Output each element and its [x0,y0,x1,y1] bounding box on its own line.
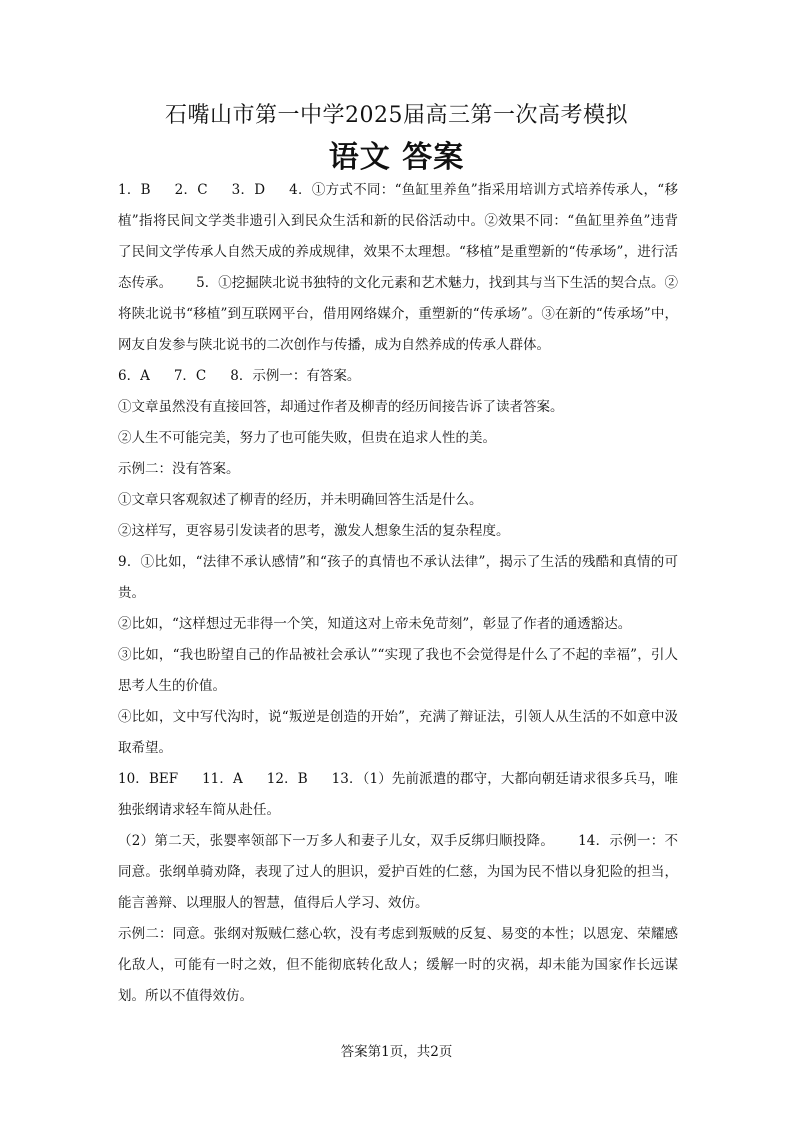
answer-paragraph: ③比如，“我也盼望自己的作品被社会承认”“实现了我也不会觉得是什么了不起的幸福”，引人思考人生的价值。 [118,647,678,694]
answer-3: 3．D [231,182,266,198]
answer-paragraph: ②这样写，更容易引发读者的思考，激发人想象生活的复杂程度。 [118,523,510,539]
answer-1: 1．B [118,182,151,198]
answer-paragraph: ②人生不可能完美，努力了也可能失败，但贵在追求人性的美。 [118,430,496,446]
page-title: 石嘴山市第一中学2025届高三第一次高考模拟 [165,103,628,128]
answer-paragraph: 示例二：同意。张纲对叛贼仁慈心软，没有考虑到叛贼的反复、易变的本性；以恩宠、荣耀感化敌人，可能有一时之效，但不能彻底转化敌人；缓解一时的灾祸，却未能为国家作长远谋划。所以不值得效仿。 [118,926,678,1004]
answer-13: 13．（1）先前派遣的郡守，大都向朝廷请求很多兵马，唯独张纲请求轻车简从赴任。 [118,771,678,818]
answer-7: 7．C [173,368,207,384]
page-subtitle: 语文 答案 [328,140,465,175]
answer-paragraph: 9．①比如，“法律不承认感情”和“孩子的真情也不承认法律”，揭示了生活的残酷和真情的可贵。 [118,554,678,601]
answer-paragraph: ①文章只客观叙述了柳青的经历，并未明确回答生活是什么。 [118,492,483,508]
answer-6: 6．A [118,368,150,384]
answer-paragraph: ④比如，文中写代沟时，说“叛逆是创造的开始”，充满了辩证法，引领人从生活的不如意中汲取希望。 [118,709,678,756]
answer-paragraph: ②比如，“这样想过无非得一个笑，知道这对上帝未免苛刻”，彰显了作者的通透豁达。 [118,616,632,632]
answer-13-part-2: （2）第二天，张婴率领部下一万多人和妻子儿女，双手反绑归顺投降。 [118,833,555,849]
answer-8: 8．示例一：有答案。 [230,368,361,384]
answer-4: 4．①方式不同：“鱼缸里养鱼”指采用培训方式培养传承人，“移植”指将民间文学类非遗引入到民众生活和新的民俗活动中。②效果不同：“鱼缸里养鱼”违背了民间文学传承人自然天成的养成规律，效果不太理想。“移植”是重塑新的“传承场”，进行活态传承。 [118,182,679,291]
answer-paragraph: 示例二：没有答案。 [118,461,240,477]
answer-paragraph [118,175,678,361]
page-footer: 答案第1页，共2页 [340,1044,453,1060]
answer-10: 10．BEF [118,771,179,787]
answer-12: 12．B [266,771,308,787]
answer-paragraph [118,764,678,826]
answer-11: 11．A [202,771,243,787]
answer-14: 14．示例一：不同意。张纲单骑劝降，表现了过人的胆识，爱护百姓的仁慈，为国为民不惜以身犯险的担当，能言善辩、以理服人的智慧，值得后人学习、效仿。 [118,833,678,911]
answer-paragraph [118,361,678,392]
answer-paragraph [118,826,678,919]
answer-content [118,175,678,1012]
answer-5: 5．①挖掘陕北说书独特的文化元素和艺术魅力，找到其与当下生活的契合点。②将陕北说书“移植”到互联网平台，借用网络媒介，重塑新的“传承场”。③在新的“传承场”中，网友自发参与陕北说书的二次创作与传播，成为自然养成的传承人群体。 [118,275,678,353]
answer-paragraph: ①文章虽然没有直接回答，却通过作者及柳青的经历间接告诉了读者答案。 [118,399,564,415]
answer-2: 2．C [174,182,208,198]
